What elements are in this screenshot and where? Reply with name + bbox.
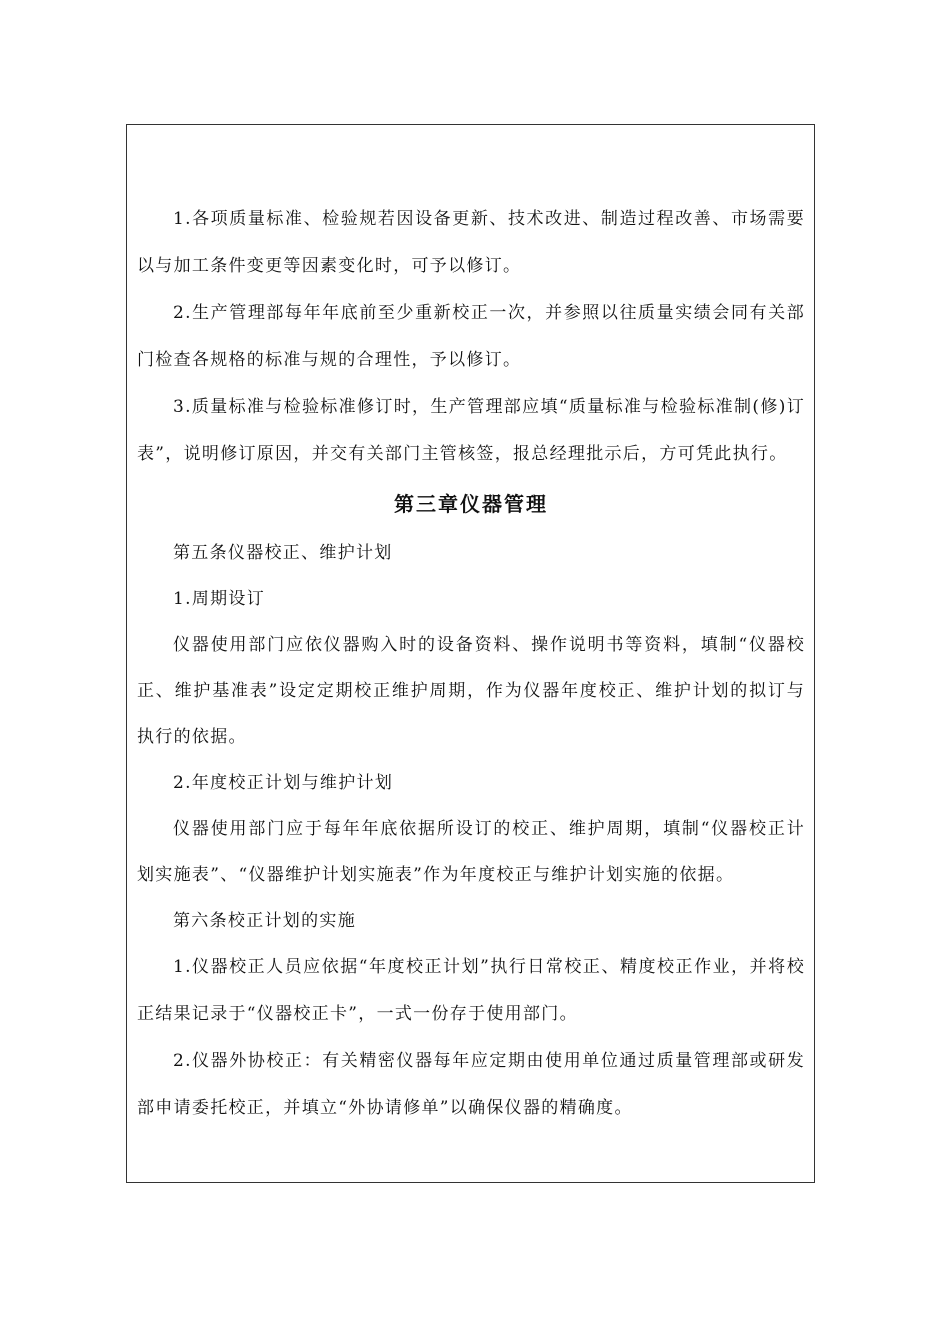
paragraph-standards-revision-1: 1.各项质量标准、检验规若因设备更新、技术改进、制造过程改善、市场需要以与加工条件变更等因素变化时，可予以修订。: [137, 209, 805, 276]
article-5-title: 第五条仪器校正、维护计划: [173, 543, 393, 563]
article-5-item-2-body: 仪器使用部门应于每年年底依据所设订的校正、维护周期，填制“仪器校正计划实施表”、“仪器维护计划实施表”作为年度校正与维护计划实施的依据。: [137, 819, 805, 885]
paragraph-standards-revision-2: 2.生产管理部每年年底前至少重新校正一次，并参照以往质量实绩会同有关部门检查各规格的标准与规的合理性，予以修订。: [137, 303, 805, 370]
article-6-title: 第六条校正计划的实施: [173, 911, 356, 931]
article-6-paragraph-1: 1.仪器校正人员应依据“年度校正计划”执行日常校正、精度校正作业，并将校正结果记录于“仪器校正卡”，一式一份存于使用部门。: [137, 957, 805, 1024]
article-5-item-1-title: 1.周期设订: [173, 589, 266, 609]
article-6-paragraph-2: 2.仪器外协校正：有关精密仪器每年应定期由使用单位通过质量管理部或研发部申请委托校正，并填立“外协请修单”以确保仪器的精确度。: [137, 1051, 805, 1118]
article-5-item-1-body: 仪器使用部门应依仪器购入时的设备资料、操作说明书等资料，填制“仪器校正、维护基准表”设定定期校正维护周期，作为仪器年度校正、维护计划的拟订与执行的依据。: [137, 635, 805, 747]
document-body: [137, 196, 805, 1132]
article-5-item-2-title: 2.年度校正计划与维护计划: [173, 773, 394, 793]
chapter-title: 第三章仪器管理: [394, 492, 548, 516]
paragraph-standards-revision-3: 3.质量标准与检验标准修订时，生产管理部应填“质量标准与检验标准制(修)订表”，说明修订原因，并交有关部门主管核签，报总经理批示后，方可凭此执行。: [137, 397, 805, 464]
